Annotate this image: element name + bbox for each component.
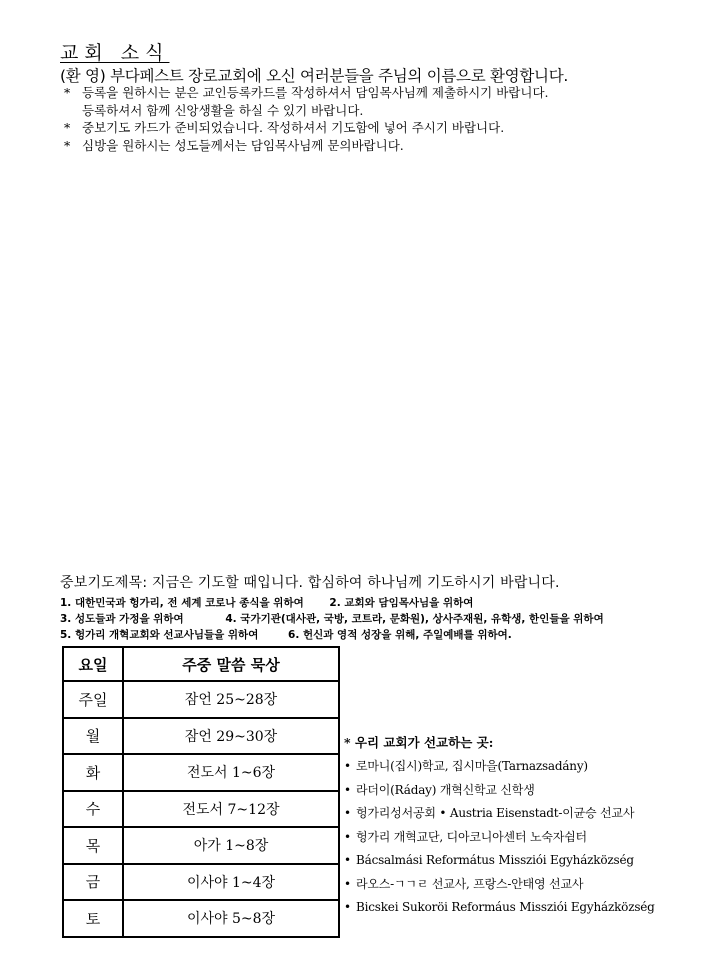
table-header-row	[63, 647, 339, 681]
mission-item-text: Bicskei Sukoröi Reformáus Missziói Egyházközség	[356, 900, 655, 914]
list-item	[344, 849, 684, 873]
header-title: 주중 말씀 묵상	[123, 647, 339, 681]
reading-cell: 잠언 25~28장	[123, 681, 339, 718]
table-row	[63, 791, 339, 828]
table-row	[63, 681, 339, 718]
reading-cell: 이사야 1~4장	[123, 864, 339, 901]
bullet-icon: •	[344, 759, 351, 773]
header-day: 요일	[63, 647, 123, 681]
prayer-item: 4. 국가기관(대사관, 국방, 코트라, 문화원), 상사주재원, 유학생, 한인들을 위하여	[225, 613, 604, 625]
mission-item-text: 로마니(집시)학교, 집시마을(Tarnazsadány)	[356, 759, 588, 773]
mission-item-text: 헝가리성서공회 • Austria Eisenstadt-이균승 선교사	[356, 806, 635, 820]
list-item	[344, 755, 684, 779]
welcome-message: (환 영) 부다페스트 장로교회에 오신 여러분들을 주님의 이름으로 환영합니다.	[60, 67, 569, 85]
mission-item-text: 헝가리 개혁교단, 디아코니아센터 노숙자쉼터	[356, 829, 587, 844]
prayer-item: 1. 대한민국과 헝가리, 전 세계 코로나 종식을 위하여	[60, 597, 304, 609]
day-cell: 월	[63, 718, 123, 755]
bullet-icon: •	[344, 829, 351, 844]
table-row	[63, 718, 339, 755]
prayer-line	[60, 595, 473, 610]
table-row	[63, 754, 339, 791]
bullet-icon: •	[344, 900, 351, 914]
bullet-icon: •	[344, 782, 351, 797]
reading-cell: 전도서 1~6장	[123, 754, 339, 791]
prayer-line	[60, 611, 604, 626]
news-item-text: 심방을 원하시는 성도들께서는 담임목사님께 문의바랍니다.	[82, 137, 404, 153]
bullet-icon: •	[344, 853, 351, 867]
news-item	[64, 137, 684, 155]
prayer-item: 3. 성도들과 가정을 위하여	[60, 613, 184, 625]
reading-cell: 이사야 5~8장	[123, 900, 339, 937]
table-row	[63, 864, 339, 901]
table-row	[63, 827, 339, 864]
mission-item-text: 라더이(Ráday) 개혁신학교 신학생	[356, 782, 535, 797]
prayer-line	[60, 627, 512, 642]
news-item	[64, 84, 684, 119]
table-row	[63, 900, 339, 937]
news-item-text-continued: 등록하셔서 함께 신앙생활을 하실 수 있기 바랍니다.	[82, 102, 364, 118]
list-item	[344, 779, 684, 803]
day-cell: 화	[63, 754, 123, 791]
meditation-table	[62, 646, 340, 938]
mission-title: * 우리 교회가 선교하는 곳:	[344, 735, 494, 750]
prayer-heading: 중보기도제목: 지금은 기도할 때입니다. 합심하여 하나님께 기도하시기 바랍니다.	[60, 575, 560, 591]
news-title: 교회 소식	[60, 42, 170, 64]
reading-cell: 잠언 29~30장	[123, 718, 339, 755]
list-item	[344, 802, 684, 826]
list-item	[344, 873, 684, 897]
mission-item-text: 라오스-ㄱㄱㄹ 선교사, 프랑스-안태영 선교사	[356, 876, 584, 891]
day-cell: 수	[63, 791, 123, 828]
prayer-item: 5. 헝가리 개혁교회와 선교사님들을 위하여	[60, 629, 259, 641]
prayer-item: 6. 헌신과 영적 성장을 위해, 주일예배를 위하여.	[288, 629, 512, 641]
news-item-text: 등록을 원하시는 분은 교인등록카드를 작성하셔서 담임목사님께 제출하시기 바랍니다.	[82, 85, 549, 100]
asterisk-marker: *	[64, 120, 71, 135]
mission-section	[344, 733, 684, 920]
reading-cell: 아가 1~8장	[123, 827, 339, 864]
news-item	[64, 119, 684, 137]
news-list	[64, 84, 684, 154]
list-item	[344, 826, 684, 850]
asterisk-marker: *	[64, 137, 71, 153]
reading-cell: 전도서 7~12장	[123, 791, 339, 828]
day-cell: 목	[63, 827, 123, 864]
asterisk-marker: *	[64, 85, 71, 100]
bullet-icon: •	[344, 806, 351, 820]
list-item	[344, 896, 684, 920]
day-cell: 주일	[63, 681, 123, 718]
day-cell: 금	[63, 864, 123, 901]
news-item-text: 중보기도 카드가 준비되었습니다. 작성하셔서 기도함에 넣어 주시기 바랍니다.	[82, 120, 505, 135]
bullet-icon: •	[344, 876, 351, 891]
day-cell: 토	[63, 900, 123, 937]
mission-item-text: Bácsalmási Református Missziói Egyházközség	[356, 853, 634, 867]
prayer-item: 2. 교회와 담임목사님을 위하여	[329, 597, 474, 609]
mission-list	[344, 755, 684, 920]
